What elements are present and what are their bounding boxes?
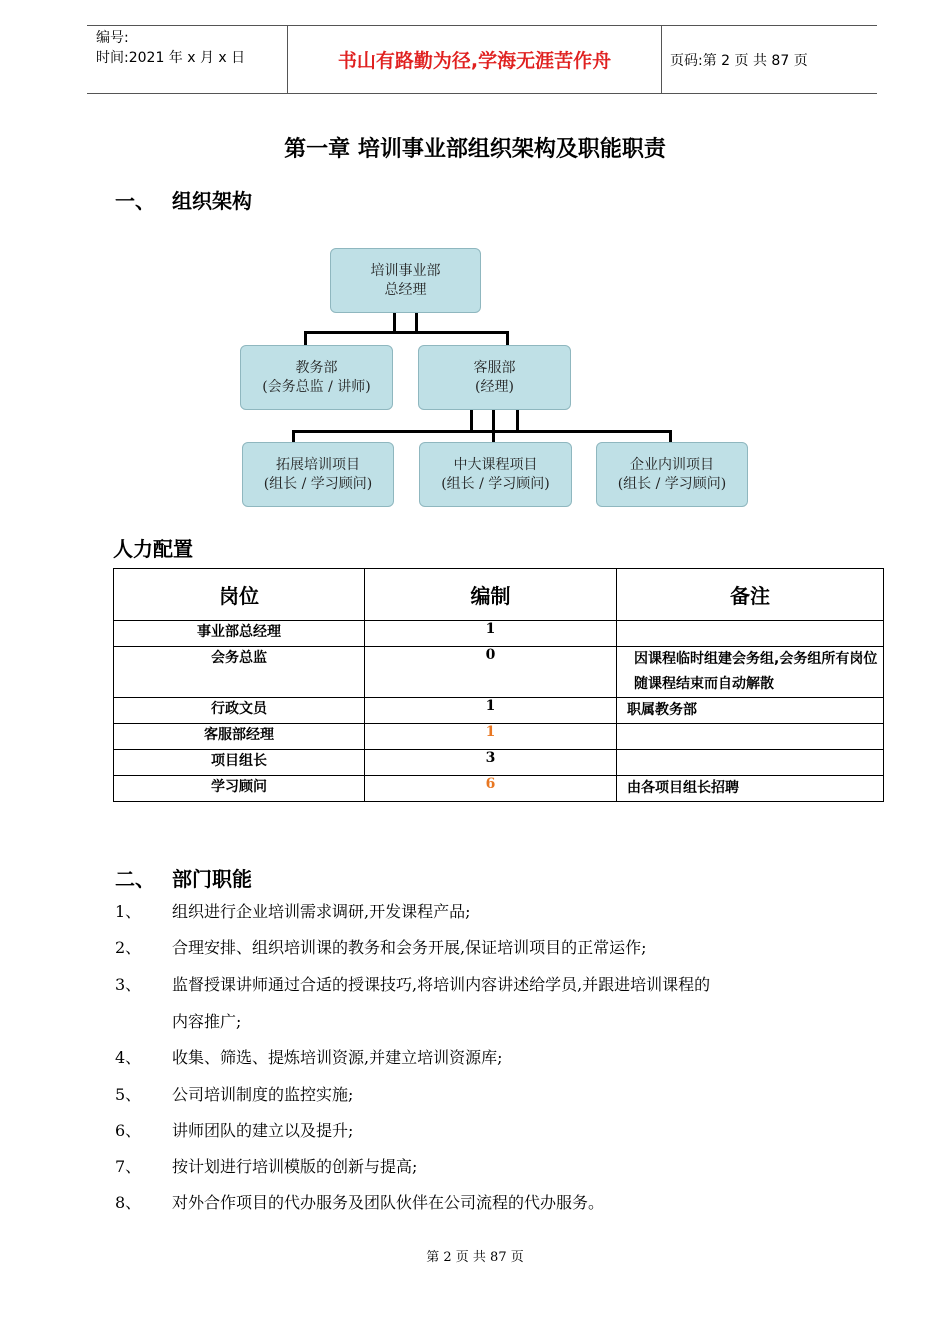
header-page-info: 页码:第 2 页 共 87 页 [670, 52, 808, 69]
post-cell: 客服部经理 [114, 724, 365, 750]
table-header-row [114, 569, 884, 621]
note-cell: 由各项目组长招聘 [617, 776, 884, 802]
list-number: 5、 [115, 1085, 142, 1104]
org-node-label: 企业内训项目 [630, 456, 714, 473]
post-cell: 会务总监 [114, 647, 365, 698]
staffing-title: 人力配置 [113, 537, 193, 561]
page-footer: 第 2 页 共 87 页 [426, 1250, 524, 1265]
post-cell: 事业部总经理 [114, 621, 365, 647]
section-heading [115, 863, 252, 892]
post-cell: 行政文员 [114, 698, 365, 724]
org-node-project [242, 442, 394, 507]
connector [492, 410, 495, 432]
staffing-table [113, 568, 884, 802]
list-text: 监督授课讲师通过合适的授课技巧,将培训内容讲述给学员,并跟进培训课程的 [172, 975, 711, 994]
list-item [115, 973, 710, 997]
list-text: 讲师团队的建立以及提升; [172, 1121, 354, 1140]
list-number: 7、 [115, 1157, 142, 1176]
list-item [115, 900, 470, 924]
note-cell [617, 724, 884, 750]
list-number: 2、 [115, 938, 142, 957]
table-row [114, 776, 884, 802]
list-item [115, 1155, 417, 1179]
list-text: 合理安排、组织培训课的教务和会务开展,保证培训项目的正常运作; [172, 938, 647, 957]
connector [415, 313, 418, 333]
header-bottom-rule [87, 93, 877, 94]
org-node-label: 拓展培训项目 [276, 456, 360, 473]
connector [304, 331, 307, 346]
list-number: 3、 [115, 975, 142, 994]
org-node-project [419, 442, 572, 507]
org-node-sublabel: (组长 / 学习顾问) [441, 475, 550, 492]
connector [292, 430, 672, 433]
table-row [114, 647, 884, 698]
header-motto: 书山有路勤为径,学海无涯苦作舟 [337, 50, 612, 72]
column-header: 备注 [617, 569, 884, 621]
org-node-service-dept [418, 345, 571, 410]
org-node-label: 培训事业部 [370, 262, 441, 279]
post-cell: 项目组长 [114, 750, 365, 776]
connector [506, 331, 509, 346]
list-number: 4、 [115, 1048, 142, 1067]
list-text: 对外合作项目的代办服务及团队伙伴在公司流程的代办服务。 [172, 1193, 605, 1212]
list-item [115, 936, 646, 960]
org-node-sublabel: (会务总监 / 讲师) [262, 378, 371, 395]
list-text: 组织进行企业培训需求调研,开发课程产品; [172, 902, 471, 921]
org-node-sublabel: (组长 / 学习顾问) [263, 475, 373, 492]
table-row [114, 724, 884, 750]
list-text: 公司培训制度的监控实施; [172, 1085, 354, 1104]
header-meta [96, 28, 245, 68]
org-node-sublabel: (经理) [475, 378, 514, 395]
section-heading [115, 185, 252, 214]
org-node-project [596, 442, 748, 507]
connector [470, 410, 473, 432]
org-node-label: 客服部 [473, 359, 516, 376]
note-cell [617, 621, 884, 647]
list-item [115, 1046, 502, 1070]
count-cell: 0 [365, 647, 617, 698]
column-header: 编制 [365, 569, 617, 621]
section-title: 部门职能 [172, 867, 252, 891]
note-cell: 职属教务部 [617, 698, 884, 724]
org-node-label: 中大课程项目 [453, 456, 538, 473]
connector [304, 331, 509, 334]
org-node-general-manager [330, 248, 481, 313]
list-item [115, 1191, 604, 1215]
column-header: 岗位 [114, 569, 365, 621]
count-cell: 1 [365, 621, 617, 647]
table-row [114, 698, 884, 724]
list-number: 1、 [115, 902, 142, 921]
list-number: 6、 [115, 1121, 142, 1140]
connector [393, 313, 396, 333]
count-cell: 3 [365, 750, 617, 776]
post-cell: 学习顾问 [114, 776, 365, 802]
count-cell: 1 [365, 724, 617, 750]
section-title: 组织架构 [172, 189, 252, 213]
section-number: 二、 [115, 867, 155, 891]
table-row [114, 750, 884, 776]
connector [516, 410, 519, 432]
table-row [114, 621, 884, 647]
list-number: 8、 [115, 1193, 142, 1212]
list-text: 按计划进行培训模版的创新与提高; [172, 1157, 418, 1176]
list-text: 收集、筛选、提炼培训资源,并建立培训资源库; [172, 1048, 503, 1067]
list-item [115, 1119, 353, 1143]
count-cell: 1 [365, 698, 617, 724]
note-cell [617, 750, 884, 776]
time-label: 时间:2021 年 x 月 x 日 [96, 50, 246, 66]
chapter-title: 第一章 培训事业部组织架构及职能职责 [284, 137, 666, 162]
section-number: 一、 [115, 189, 155, 213]
list-text-continued: 内容推广; [172, 1012, 242, 1031]
org-node-sublabel: 总经理 [384, 281, 427, 298]
serial-label: 编号: [96, 30, 129, 46]
org-node-sublabel: (组长 / 学习顾问) [617, 475, 727, 492]
list-item [115, 1083, 353, 1107]
note-cell: 因课程临时组建会务组,会务组所有岗位随课程结束而自动解散 [617, 647, 884, 698]
org-node-academic-dept [240, 345, 393, 410]
org-node-label: 教务部 [295, 359, 338, 376]
count-cell: 6 [365, 776, 617, 802]
